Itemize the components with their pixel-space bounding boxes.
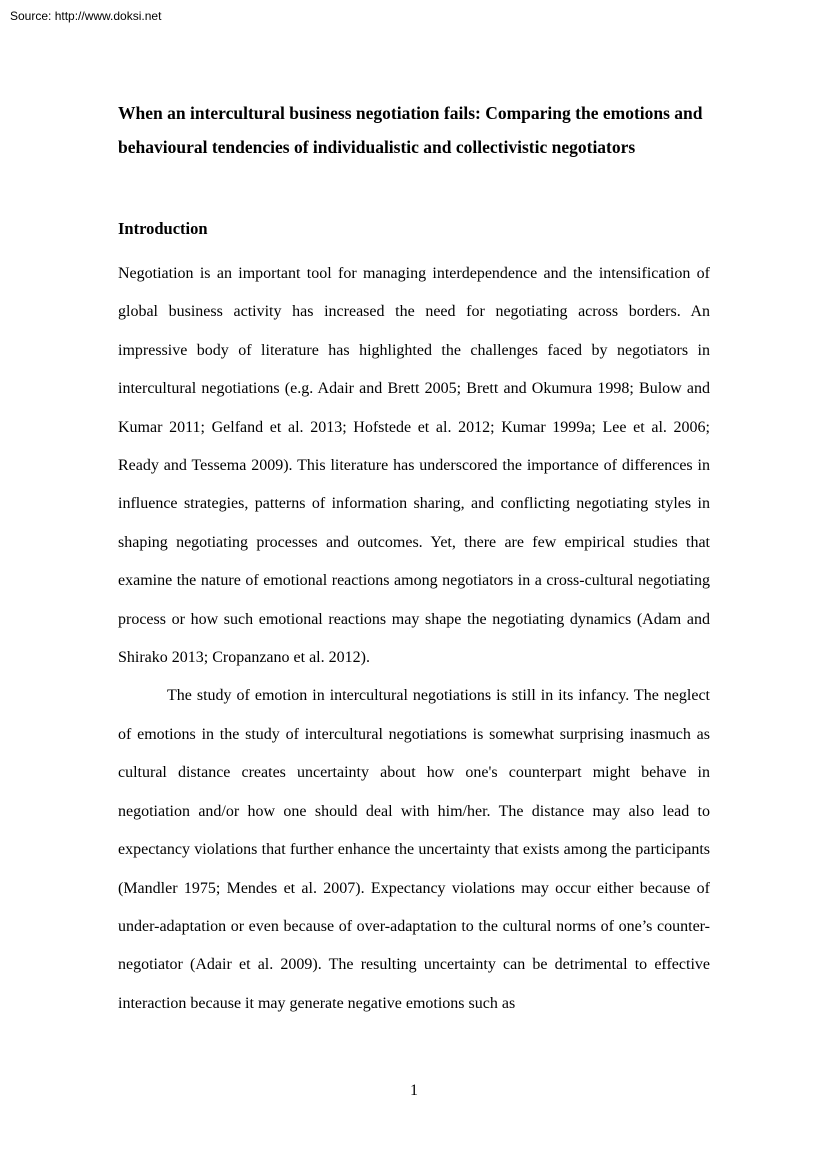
- source-url-label: Source: http://www.doksi.net: [10, 9, 162, 23]
- paragraph-2: The study of emotion in intercultural negotiations is still in its infancy. The neglect of emotions in the study of intercultural negotiations is somewhat surprising inasmuch as cultural distance creates uncertainty about how one's counterpart might behave in negotiation and/or how one should deal with him/her. The distance may also lead to expectancy violations that further enhance the uncertainty that exists among the participants (Mandler 1975; Mendes et al. 2007). Expectancy violations may occur either because of under-adaptation or even because of over-adaptation to the cultural norms of one’s counter-negotiator (Adair et al. 2009). The resulting uncertainty can be detrimental to effective interaction because it may generate negative emotions such as: [118, 687, 710, 1012]
- section-heading-introduction: Introduction: [118, 219, 208, 238]
- paper-content: [118, 97, 710, 1023]
- paragraph-1: Negotiation is an important tool for managing interdependence and the intensification of global business activity has increased the need for negotiating across borders. An impressive body of literature has highlighted the challenges faced by negotiators in intercultural negotiations (e.g. Adair and Brett 2005; Brett and Okumura 1998; Bulow and Kumar 2011; Gelfand et al. 2013; Hofstede et al. 2012; Kumar 1999a; Lee et al. 2006; Ready and Tessema 2009). This literature has underscored the importance of differences in influence strategies, patterns of information sharing, and conflicting negotiating styles in shaping negotiating processes and outcomes. Yet, there are few empirical studies that examine the nature of emotional reactions among negotiators in a cross-cultural negotiating process or how such emotional reactions may shape the negotiating dynamics (Adam and Shirako 2013; Cropanzano et al. 2012).: [118, 265, 710, 667]
- page-number: 1: [410, 1082, 418, 1099]
- paper-title: When an intercultural business negotiation fails: Comparing the emotions and behavioural tendencies of individualistic and collectivistic negotiators: [118, 103, 703, 157]
